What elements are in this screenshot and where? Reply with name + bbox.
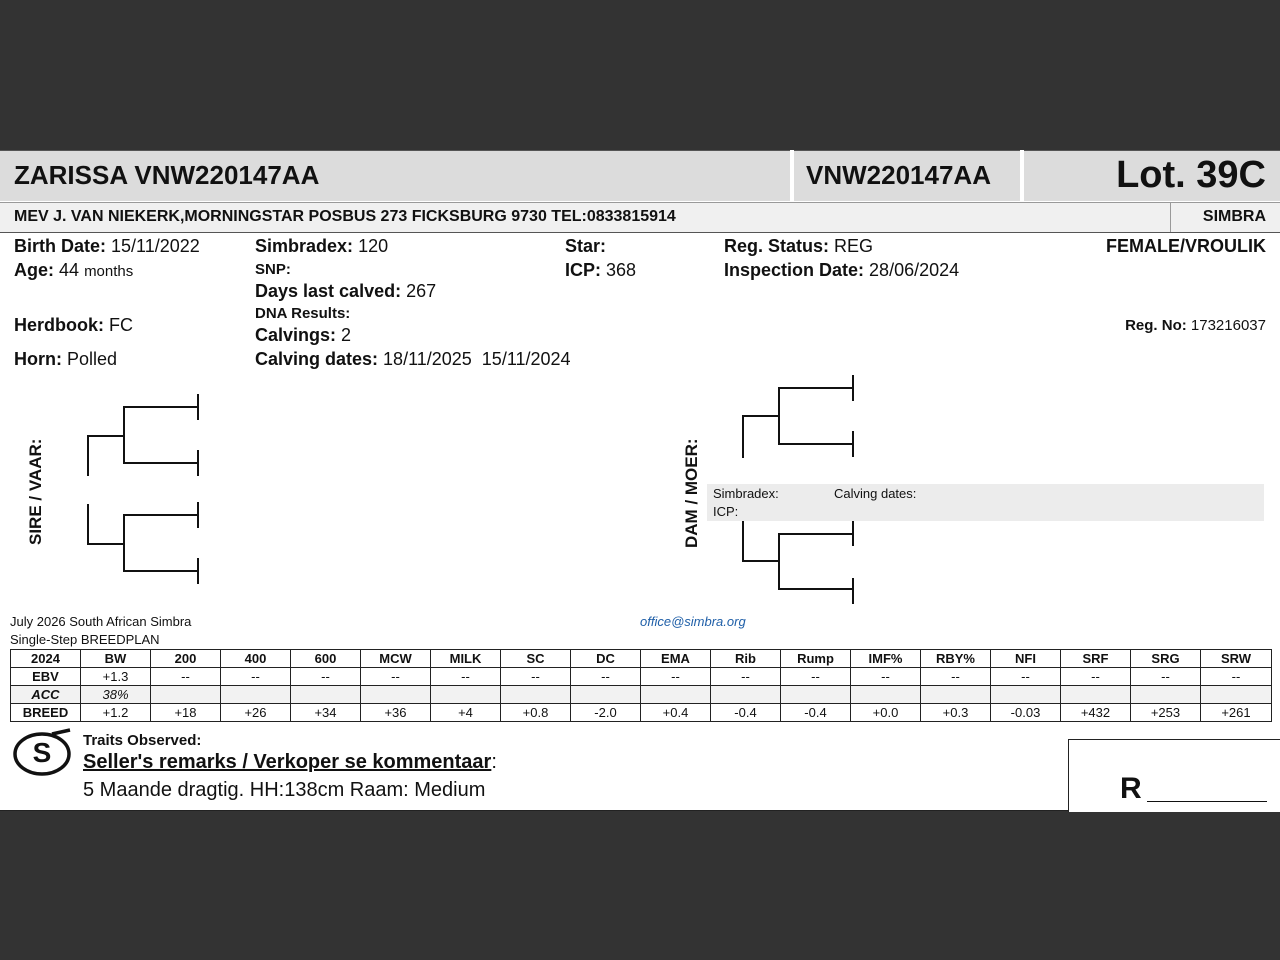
acc-cell: [781, 686, 851, 704]
simbradex: Simbradex: 120: [255, 236, 389, 256]
ebv-header-cell: 600: [291, 650, 361, 668]
ebv-header-cell: DC: [571, 650, 641, 668]
calvings: Calvings: 2: [255, 325, 352, 345]
acc-cell: [851, 686, 921, 704]
breed-cell: -0.4: [711, 704, 781, 722]
dam-icp-label: ICP:: [713, 504, 739, 519]
breed-cell: BREED: [11, 704, 81, 722]
ebv-cell: +1.3: [81, 668, 151, 686]
price-blank-line: [1147, 801, 1267, 802]
acc-cell: [641, 686, 711, 704]
snp-label: SNP:: [255, 261, 291, 278]
ebv-cell: --: [1061, 668, 1131, 686]
reg-no: Reg. No: 173216037: [1125, 317, 1266, 334]
ebv-cell: --: [1131, 668, 1201, 686]
breed-name: SIMBRA: [1202, 208, 1266, 225]
ebv-cell: --: [361, 668, 431, 686]
ebv-header-cell: MCW: [361, 650, 431, 668]
office-email-link[interactable]: office@simbra.org: [640, 614, 746, 629]
breedplan-line-2: Single-Step BREEDPLAN: [10, 632, 160, 647]
lot-number: Lot. 39C: [1116, 154, 1266, 196]
reg-status: Reg. Status: REG: [724, 236, 874, 256]
ebv-row: [11, 668, 1272, 686]
sire-label: SIRE / VAAR:: [26, 438, 45, 545]
acc-cell: [431, 686, 501, 704]
breed-cell: +26: [221, 704, 291, 722]
ebv-cell: --: [501, 668, 571, 686]
price-currency-symbol: R: [1120, 772, 1142, 805]
breed-cell: +0.3: [921, 704, 991, 722]
acc-cell: [991, 686, 1061, 704]
acc-cell: [1201, 686, 1272, 704]
acc-cell: [221, 686, 291, 704]
acc-cell: 38%: [81, 686, 151, 704]
dam-label: DAM / MOER:: [682, 438, 701, 548]
dna-results-label: DNA Results:: [255, 305, 351, 322]
herdbook: Herdbook: FC: [14, 315, 134, 335]
breed-cell: +1.2: [81, 704, 151, 722]
ebv-cell: --: [851, 668, 921, 686]
star-label: Star:: [565, 236, 607, 256]
ebv-header-cell: Rump: [781, 650, 851, 668]
ebv-header-cell: Rib: [711, 650, 781, 668]
ebv-header-cell: 2024: [11, 650, 81, 668]
horn: Horn: Polled: [14, 349, 118, 369]
breed-row: [11, 704, 1272, 722]
ebv-cell: --: [151, 668, 221, 686]
ebv-header-cell: IMF%: [851, 650, 921, 668]
dam-info-box: [707, 484, 1264, 521]
svg-text:S: S: [32, 737, 52, 768]
acc-cell: [1131, 686, 1201, 704]
ebv-cell: --: [921, 668, 991, 686]
birth-date: Birth Date: 15/11/2022: [14, 236, 200, 256]
inspection-date: Inspection Date: 28/06/2024: [724, 260, 960, 280]
ebv-header-cell: NFI: [991, 650, 1061, 668]
breed-cell: +253: [1131, 704, 1201, 722]
acc-cell: [361, 686, 431, 704]
animal-title: ZARISSA VNW220147AA: [14, 160, 320, 190]
breed-cell: -0.03: [991, 704, 1061, 722]
breed-cell: +432: [1061, 704, 1131, 722]
title-bar: [0, 150, 1280, 202]
ebv-header-cell: BW: [81, 650, 151, 668]
animal-id-code: VNW220147AA: [806, 160, 991, 190]
acc-cell: [571, 686, 641, 704]
breed-cell: +36: [361, 704, 431, 722]
acc-cell: [151, 686, 221, 704]
breed-cell: +261: [1201, 704, 1272, 722]
breed-cell: +18: [151, 704, 221, 722]
ebv-cell: --: [991, 668, 1061, 686]
breedplan-line-1: July 2026 South African Simbra: [10, 614, 192, 629]
sellers-remarks-heading: Seller's remarks / Verkoper se kommentaar:: [83, 751, 497, 773]
sellers-remarks-text: 5 Maande dragtig. HH:138cm Raam: Medium: [83, 779, 486, 801]
ebv-header-cell: 400: [221, 650, 291, 668]
dam-simbradex-label: Simbradex:: [713, 486, 779, 501]
acc-cell: ACC: [11, 686, 81, 704]
owner-bar: [0, 202, 1280, 233]
ebv-cell: EBV: [11, 668, 81, 686]
ebv-cell: --: [1201, 668, 1272, 686]
ebv-cell: --: [431, 668, 501, 686]
ebv-header-cell: MILK: [431, 650, 501, 668]
breed-cell: -0.4: [781, 704, 851, 722]
lot-card: [0, 150, 1280, 811]
breed-cell: +4: [431, 704, 501, 722]
days-last-calved: Days last calved: 267: [255, 281, 437, 301]
breed-cell: +0.4: [641, 704, 711, 722]
ebv-cell: --: [291, 668, 361, 686]
simbra-logo-icon: [12, 728, 72, 778]
owner-divider: [1170, 203, 1171, 232]
acc-row: [11, 686, 1272, 704]
ebv-cell: --: [711, 668, 781, 686]
price-box[interactable]: [1068, 739, 1280, 812]
ebv-header-cell: 200: [151, 650, 221, 668]
ebv-header-cell: SRW: [1201, 650, 1272, 668]
breed-cell: -2.0: [571, 704, 641, 722]
ebv-header-cell: SRF: [1061, 650, 1131, 668]
traits-observed-label: Traits Observed:: [83, 732, 202, 749]
acc-cell: [921, 686, 991, 704]
dam-calving-dates-label: Calving dates:: [834, 486, 917, 501]
breed-cell: +0.8: [501, 704, 571, 722]
acc-cell: [1061, 686, 1131, 704]
ebv-cell: --: [781, 668, 851, 686]
icp: ICP: 368: [565, 260, 637, 280]
ebv-cell: --: [221, 668, 291, 686]
ebv-header-row: [11, 650, 1272, 668]
ebv-header-cell: SC: [501, 650, 571, 668]
breed-cell: +34: [291, 704, 361, 722]
breed-cell: +0.0: [851, 704, 921, 722]
ebv-table: [10, 649, 1272, 722]
owner-address: MEV J. VAN NIEKERK,MORNINGSTAR POSBUS 273 FICKSBURG 9730 TEL:0833815914: [14, 208, 676, 225]
acc-cell: [501, 686, 571, 704]
ebv-header-cell: SRG: [1131, 650, 1201, 668]
calving-dates: Calving dates: 18/11/2025 15/11/2024: [255, 349, 571, 369]
sex-label: FEMALE/VROULIK: [1106, 236, 1266, 256]
age: Age: 44 months: [14, 260, 134, 280]
ebv-header-cell: EMA: [641, 650, 711, 668]
acc-cell: [711, 686, 781, 704]
ebv-cell: --: [571, 668, 641, 686]
ebv-header-cell: RBY%: [921, 650, 991, 668]
card-bottom-border: [0, 810, 1068, 811]
acc-cell: [291, 686, 361, 704]
ebv-cell: --: [641, 668, 711, 686]
